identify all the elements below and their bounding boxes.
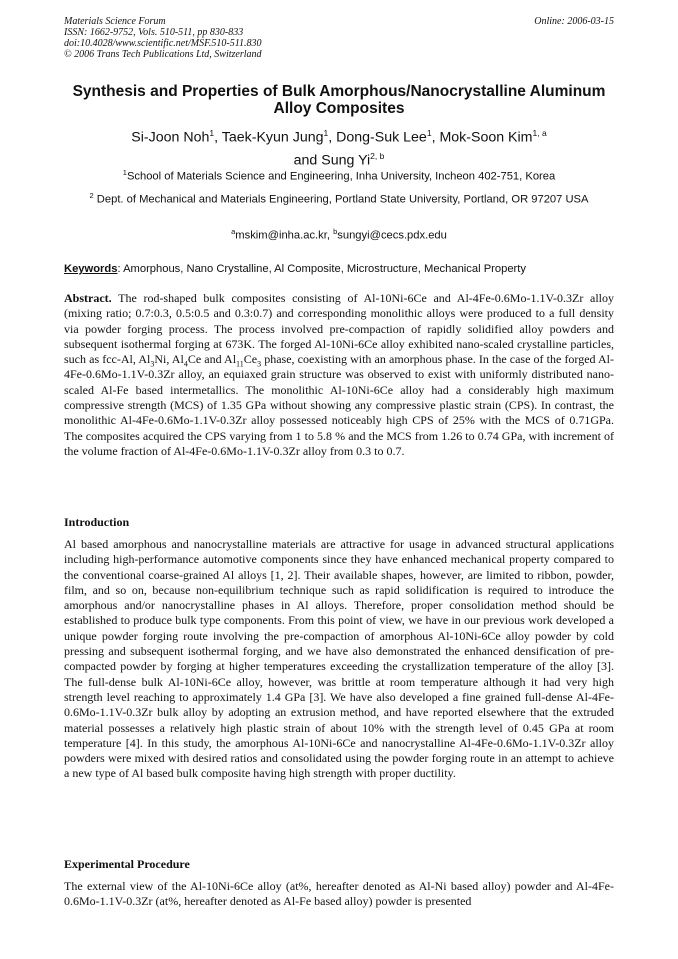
abstract-text: phase, coexisting with an amorphous phase. In the case of the forged Al-4Fe-0.6Mo-1.1V-0.3Zr alloy, an equiaxed grain structure was observed to exist with uniformly distributed nano-scaled Al-Fe based intermetallics. The monolithic Al-10Ni-6Ce alloy had a considerably high maximum compressive strength (MCS) of 1.35 GPa without showing any compressive plastic strain (CPS). In contrast, the monolithic Al-4Fe-0.6Mo-1.1V-0.3Zr alloy possessed noticeably high CPS of 25% with the MCS of 0.71GPa. The composites acquired the CPS varying from 1 to 5.8 % and the MCS from 1.26 to 0.74 GPa, with increment of the volume fraction of Al-4Fe-0.6Mo-1.1V-0.3Zr alloy from 0.3 to 0.7. [64,352,614,458]
author-separator: , [431,129,440,146]
affiliation-2 [60,189,618,207]
subscript: 4 [183,359,188,369]
author-separator: and [293,152,322,169]
introduction-paragraph: Al based amorphous and nanocrystalline materials are attractive for usage in advanced structural applications including high-performance automotive components since they have enhanced mechanical property compared to the conventional coarse-grained Al alloys [1, 2]. Their available shapes, however, are limited to ribbon, powder, film, and so on, because non-equilibrium technique such as rapid solidification is required to introduce the amorphous and/or nanocrystalline phases in Al alloys. Therefore, proper consolidation method should be established to produce bulk type components. From this point of view, we have in our previous work developed a unique powder forging route involving the pre-compaction of amorphous Al-10Ni-6Ce alloy powder by cold pressing and subsequent isothermal forging, and we have also demonstrated the enhanced densification of pre-compacted powder by forging at higher temperatures exceeding the crystallization temperature of the alloy [3]. The full-dense bulk Al-10Ni-6Ce alloy, however, was brittle at room temperature although it had very high strength level reaching to approximately 1.4 GPa [3]. We have also developed a fine grained full-dense Al-4Fe-0.6Mo-1.1V-0.3Zr bulk alloy by adopting an extrusion method, and have reported elsewhere that the extruded material possesses a relatively high plastic strain of about 10% with the strength level of 0.45 GPa at room temperature [4]. In this study, the amorphous Al-10Ni-6Ce and nanocrystalline Al-4Fe-0.6Mo-1.1V-0.3Zr alloy powders were mixed with desired ratios and consolidated using the powder forging route in an attempt to achieve a new type of Al based bulk composite having high strength with proper ductility. [64,537,614,781]
author-affil-sup: 1 [323,128,329,138]
email-sup: b [333,227,338,236]
email-a: mskim@inha.ac.kr, [235,229,334,242]
introduction-heading: Introduction [64,515,130,529]
subscript: 11 [236,359,244,369]
keywords-line [64,262,614,276]
abstract-label: Abstract. [64,291,112,305]
author-name: Taek-Kyun Jung [221,129,324,146]
author-name: Mok-Soon Kim [439,129,533,146]
abstract-paragraph [64,291,614,459]
issn-line: ISSN: 1662-9752, Vols. 510-511, pp 830-833 [64,27,244,38]
journal-header [64,16,262,60]
email-b: sungyi@cecs.pdx.edu [337,229,447,242]
author-affil-sup: 2, b [370,150,385,161]
subscript: 3 [257,359,262,369]
affil-text: Dept. of Mechanical and Materials Engineering, Portland State University, Portland, OR 97207 USA [96,193,589,206]
abstract-text: Ce and Al [187,352,237,367]
author-affil-sup: 1, a [532,128,547,138]
affil-text: School of Materials Science and Engineering, Inha University, Incheon 402-751, Korea [126,170,556,183]
experimental-heading: Experimental Procedure [64,857,190,871]
email-line [60,225,618,243]
affil-sup: 2 [89,191,94,200]
journal-name: Materials Science Forum [64,16,166,27]
affil-sup: 1 [122,168,127,177]
affiliation-1 [60,166,618,184]
author-name: Si-Joon Noh [131,129,210,146]
email-sup: a [231,227,236,236]
abstract-text: Ni, Al [154,352,184,367]
copyright-line: © 2006 Trans Tech Publications Ltd, Switzerland [64,49,262,60]
experimental-paragraph: The external view of the Al-10Ni-6Ce alloy (at%, hereafter denoted as Al-Ni based alloy) powder and Al-4Fe-0.6Mo-1.1V-0.3Zr (at%, hereafter denoted as Al-Fe based alloy) powder is presented [64,879,614,909]
keywords-label: Keywords [64,263,118,275]
author-affil-sup: 1 [426,128,432,138]
subscript: 3 [150,359,155,369]
doi-line: doi:10.4028/www.scientific.net/MSF.510-511.830 [64,38,262,49]
author-separator: , [328,129,337,146]
author-name: Sung Yi [321,152,371,169]
author-list [60,124,618,169]
paper-title: Synthesis and Properties of Bulk Amorphous/Nanocrystalline Aluminum Alloy Composites [72,83,606,117]
online-date: Online: 2006-03-15 [534,16,614,27]
abstract-text: Ce [243,352,258,367]
author-separator: , [214,129,222,146]
keywords-text: : Amorphous, Nano Crystalline, Al Composite, Microstructure, Mechanical Property [117,263,526,275]
abstract-text: The rod-shaped bulk composites consisting of Al-10Ni-6Ce and Al-4Fe-0.6Mo-1.1V-0.3Zr alloy (mixing ratio; 0.7:0.3, 0.5:0.5 and 0.3:0.7) and corresponding monolithic alloys were produced to a full density via powder forging process. The process involved pre-compaction of rapidly solidified alloy powders and subsequent isothermal forging at 673K. The forged Al-10Ni-6Ce alloy exhibited nano-scaled crystalline particles, such as fcc-Al, Al [64,291,614,367]
author-affil-sup: 1 [209,128,215,138]
author-name: Dong-Suk Lee [336,129,427,146]
